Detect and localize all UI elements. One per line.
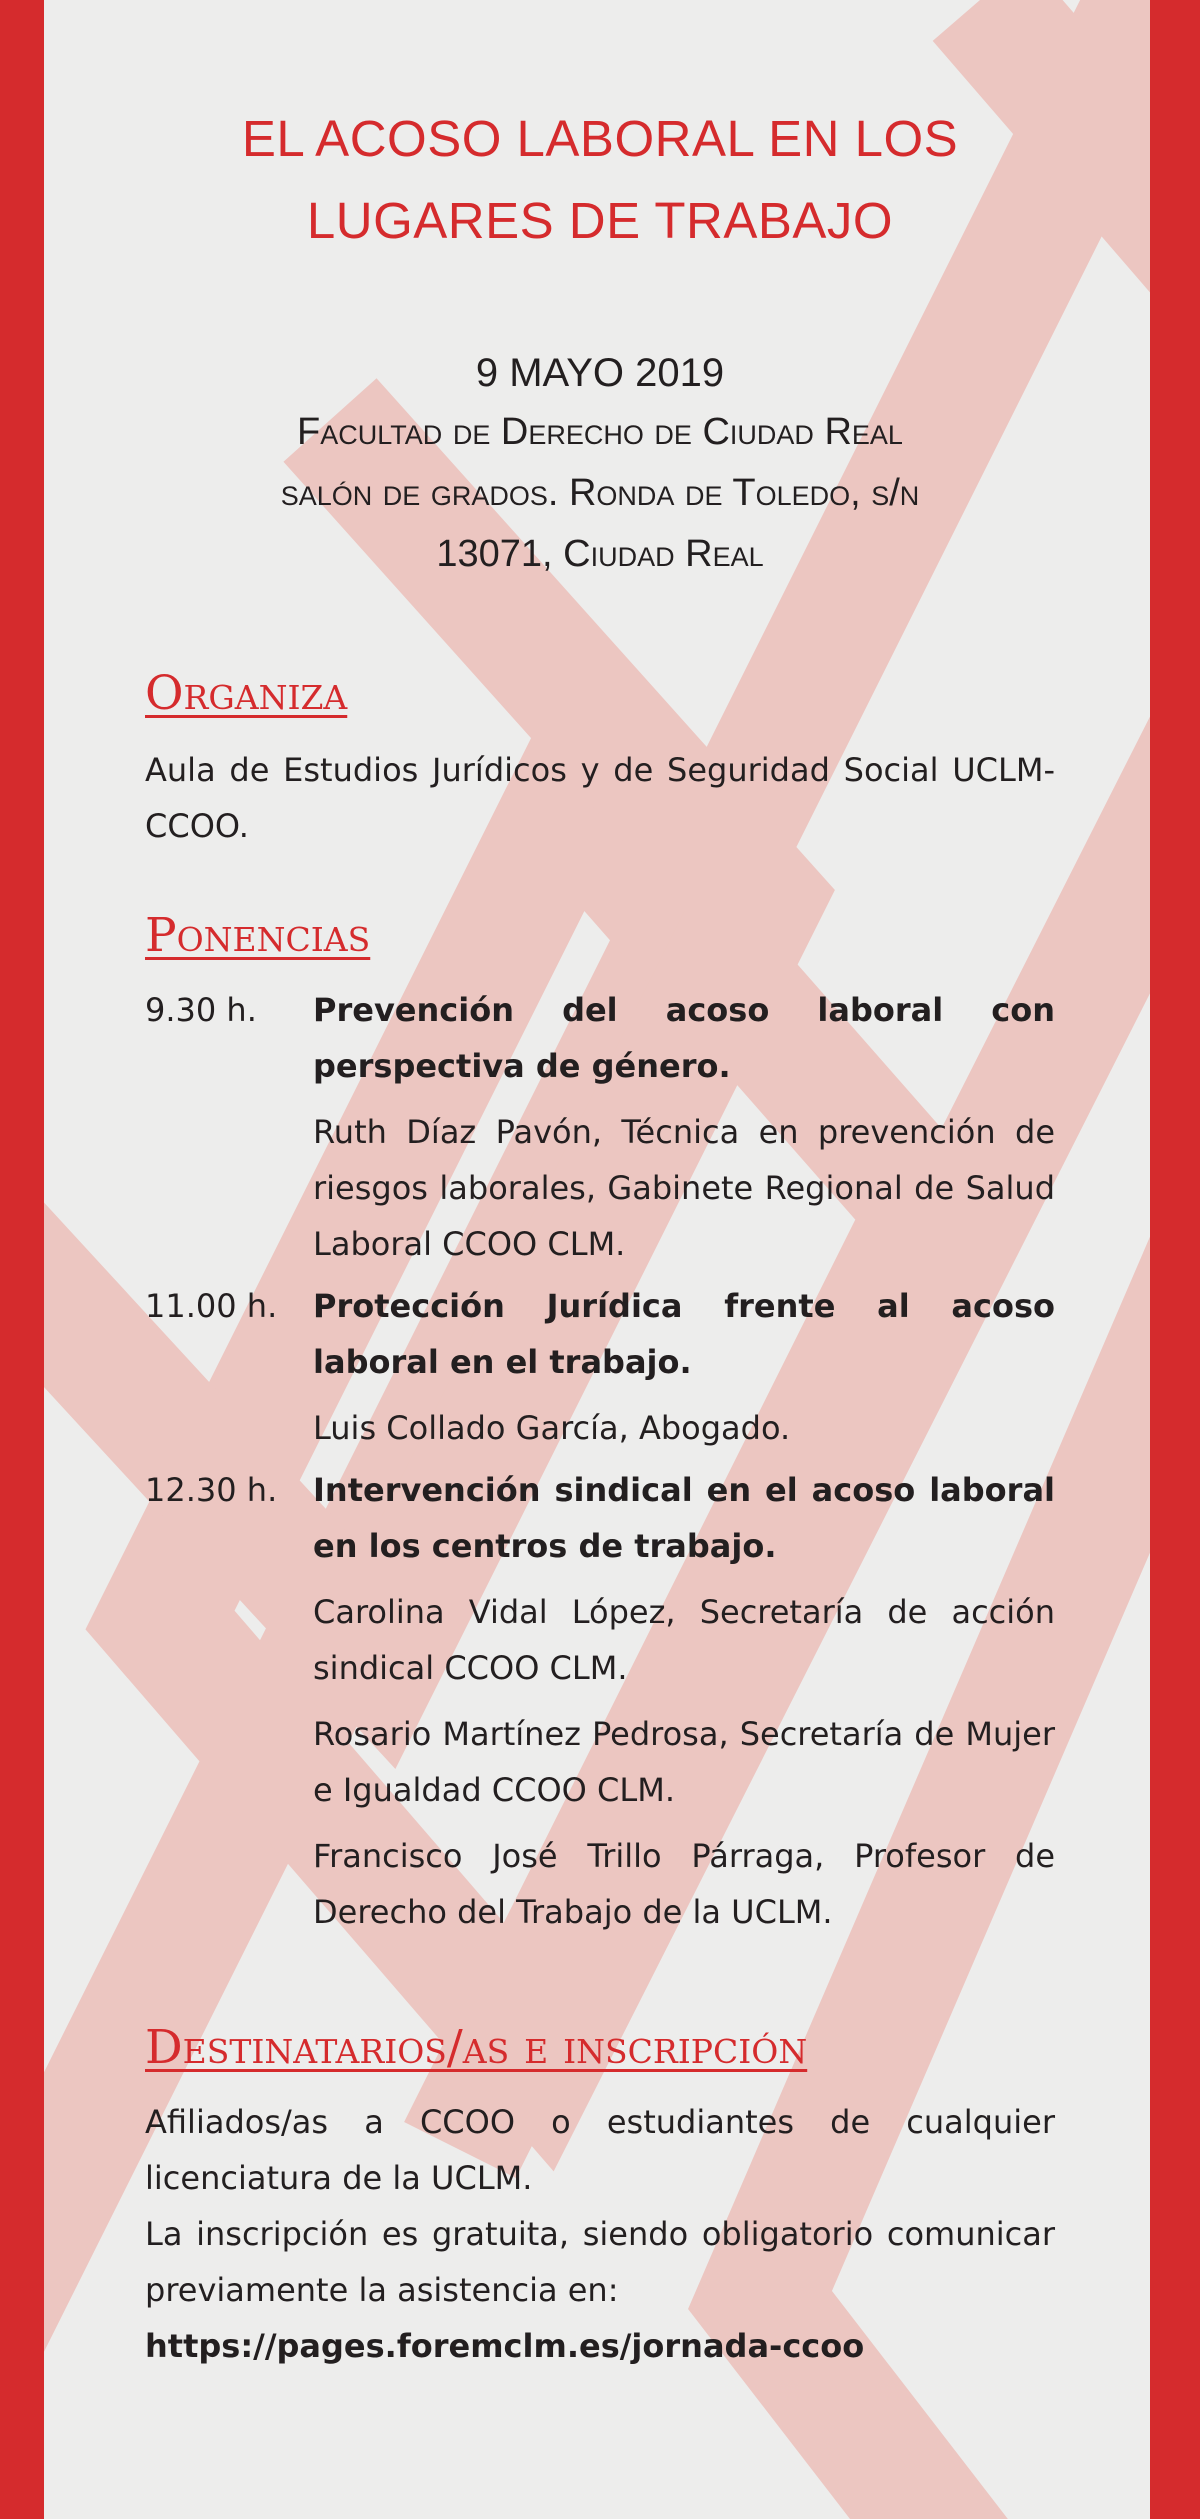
venue-line-3: 13071, Ciudad Real: [436, 533, 764, 575]
destinatarios-heading: Destinatarios/as e inscripción: [145, 2020, 808, 2075]
left-red-border: [0, 0, 44, 2519]
talk-item: [145, 1462, 1055, 1940]
event-title-line-2: LUGARES DE TRABAJO: [306, 192, 894, 249]
destinatarios-audience: Afiliados/as a CCOO o estudiantes de cualquier licenciatura de la UCLM.: [145, 2103, 1055, 2197]
destinatarios-text: [145, 2094, 1055, 2374]
ponencias-heading: Ponencias: [145, 908, 371, 963]
talk-item: [145, 982, 1055, 1272]
organiza-heading: Organiza: [145, 666, 348, 721]
talk-time: 9.30 h.: [145, 991, 257, 1029]
registration-url: https://pages.foremclm.es/jornada-ccoo: [145, 2327, 865, 2365]
event-title-line-1: EL ACOSO LABORAL EN LOS: [241, 110, 959, 167]
talk-time: 11.00 h.: [145, 1287, 278, 1325]
talk-time: 12.30 h.: [145, 1471, 278, 1509]
talk-title: Prevención del acoso laboral con perspectiva de género.: [313, 991, 1055, 1085]
destinatarios-registration: La inscripción es gratuita, siendo obligatorio comunicar previamente la asistencia en:: [145, 2215, 1055, 2309]
talk-title: Intervención sindical en el acoso laboral en los centros de trabajo.: [313, 1471, 1055, 1565]
talk-title: Protección Jurídica frente al acoso laboral en el trabajo.: [313, 1287, 1055, 1381]
talk-speaker: Carolina Vidal López, Secretaría de acción sindical CCOO CLM.: [313, 1593, 1055, 1687]
right-red-border: [1150, 0, 1200, 2519]
talk-speaker: Rosario Martínez Pedrosa, Secretaría de Mujer e Igualdad CCOO CLM.: [313, 1715, 1055, 1809]
event-info: [120, 344, 1080, 585]
venue-line-2: salón de grados. Ronda de Toledo, s/n: [280, 472, 920, 514]
talk-item: [145, 1278, 1055, 1456]
event-date: 9 MAYO 2019: [475, 351, 725, 395]
ponencias-list: [145, 982, 1055, 1946]
event-title: [120, 98, 1080, 262]
talk-speaker: Francisco José Trillo Párraga, Profesor de Derecho del Trabajo de la UCLM.: [313, 1837, 1055, 1931]
venue-line-1: Facultad de Derecho de Ciudad Real: [297, 411, 903, 453]
organiza-text: Aula de Estudios Jurídicos y de Seguridad Social UCLM-CCOO.: [145, 751, 1055, 845]
talk-speaker: Ruth Díaz Pavón, Técnica en prevención de riesgos laborales, Gabinete Regional de Salud Laboral CCOO CLM.: [313, 1113, 1055, 1263]
talk-speaker: Luis Collado García, Abogado.: [313, 1409, 791, 1447]
